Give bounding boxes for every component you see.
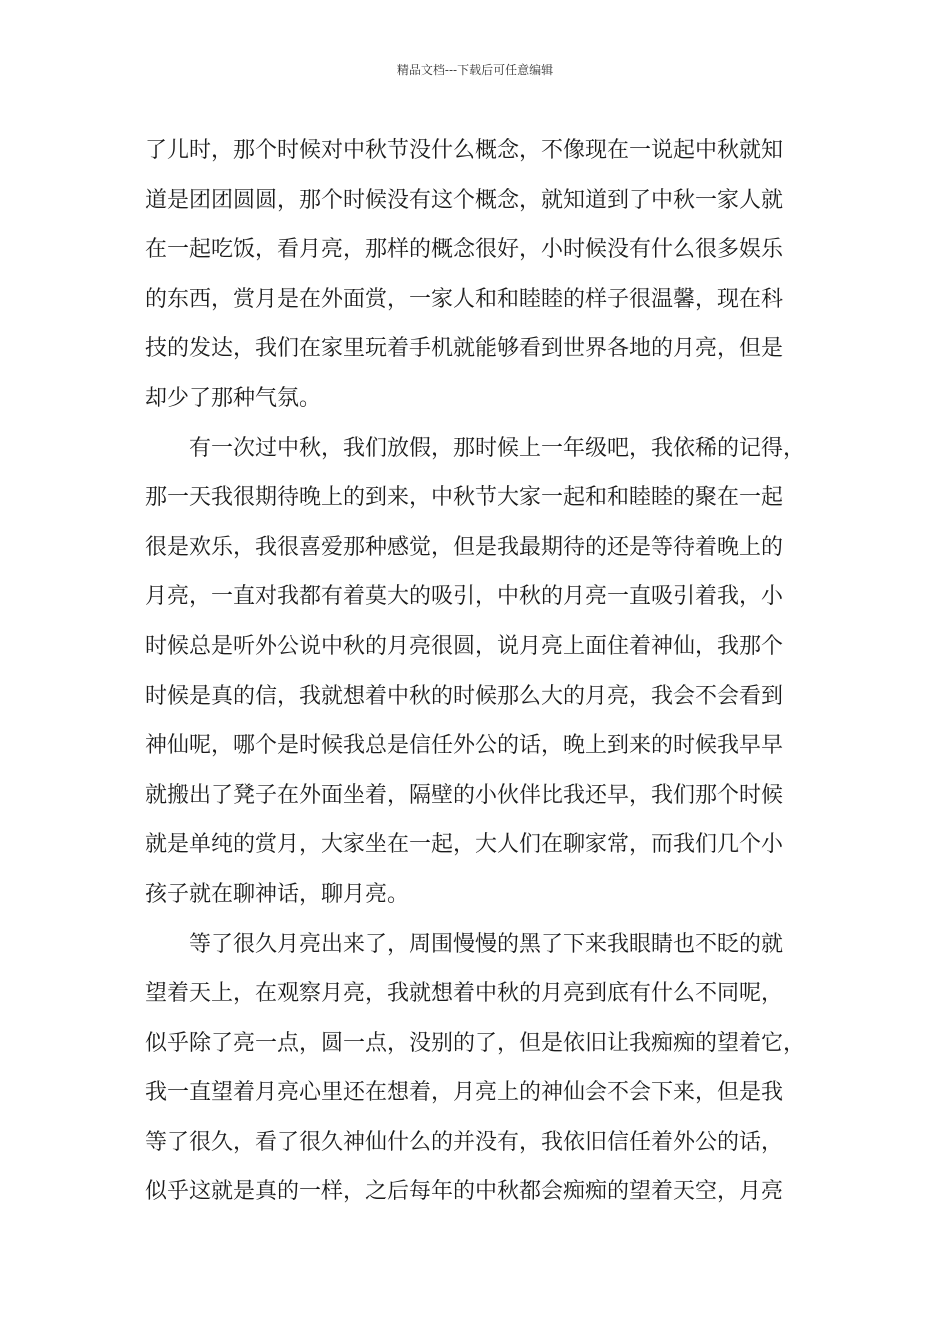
text-line: 时候是真的信，我就想着中秋的时候那么大的月亮，我会不会看到 [145, 683, 784, 709]
text-line: 的东西，赏月是在外面赏，一家人和和睦睦的样子很温馨，现在科 [145, 286, 784, 312]
body-text [145, 126, 815, 1217]
text-line: 神仙呢，哪个是时候我总是信任外公的话，晚上到来的时候我早早 [145, 733, 784, 759]
text-line: 孩子就在聊神话，聊月亮。 [145, 881, 410, 907]
text-line: 在一起吃饭，看月亮，那样的概念很好，小时候没有什么很多娱乐 [145, 237, 784, 263]
text-line: 那一天我很期待晚上的到来，中秋节大家一起和和睦睦的聚在一起 [145, 485, 784, 511]
text-line: 似乎除了亮一点，圆一点，没别的了，但是依旧让我痴痴的望着它， [145, 1030, 806, 1056]
text-line: 技的发达，我们在家里玩着手机就能够看到世界各地的月亮，但是 [145, 336, 784, 362]
text-line: 时候总是听外公说中秋的月亮很圆，说月亮上面住着神仙，我那个 [145, 633, 784, 659]
text-line: 我一直望着月亮心里还在想着，月亮上的神仙会不会下来，但是我 [145, 1080, 784, 1106]
text-line: 望着天上，在观察月亮，我就想着中秋的月亮到底有什么不同呢， [145, 981, 784, 1007]
text-line: 有一次过中秋，我们放假，那时候上一年级吧，我依稀的记得， [145, 435, 806, 461]
text-line: 很是欢乐，我很喜爱那种感觉，但是我最期待的还是等待着晚上的 [145, 534, 784, 560]
running-header: 精品文档---下载后可任意编辑 [396, 63, 554, 77]
text-line: 似乎这就是真的一样，之后每年的中秋都会痴痴的望着天空，月亮 [145, 1179, 784, 1205]
text-line: 道是团团圆圆，那个时候没有这个概念，就知道到了中秋一家人就 [145, 187, 784, 213]
text-line: 就搬出了凳子在外面坐着，隔壁的小伙伴比我还早，我们那个时候 [145, 782, 784, 808]
text-line: 月亮，一直对我都有着莫大的吸引，中秋的月亮一直吸引着我，小 [145, 584, 784, 610]
text-line: 了儿时，那个时候对中秋节没什么概念，不像现在一说起中秋就知 [145, 138, 784, 163]
text-line: 就是单纯的赏月，大家坐在一起，大人们在聊家常，而我们几个小 [145, 832, 784, 858]
text-line: 却少了那种气氛。 [145, 385, 322, 411]
text-line: 等了很久月亮出来了，周围慢慢的黑了下来我眼睛也不眨的就 [145, 931, 784, 957]
text-line: 等了很久，看了很久神仙什么的并没有，我依旧信任着外公的话， [145, 1129, 784, 1155]
